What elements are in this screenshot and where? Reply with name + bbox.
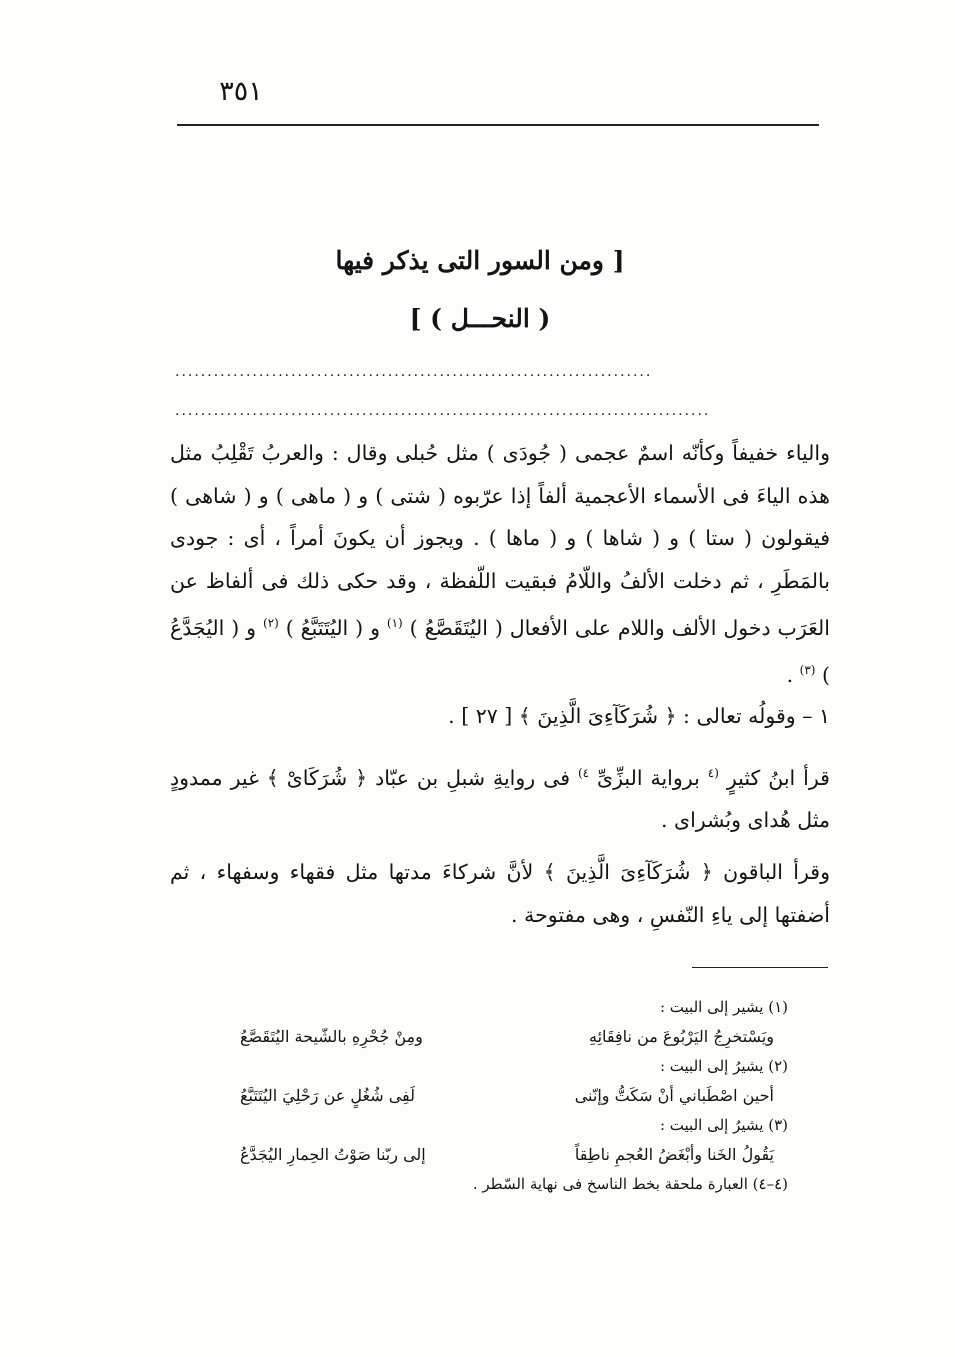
page-number: ٣٥١	[219, 76, 263, 107]
footnote-ref: (٢)	[263, 616, 279, 630]
paragraph-text: قرأ ابنُ كثيرٍ	[726, 765, 830, 790]
footnote-ref: ٤)	[577, 766, 590, 780]
verse-hemistich: يَقُولُ الخَنا وأبْغَضُ العُجمِ ناطِقاً	[574, 1145, 774, 1164]
footnote-ref: (٣)	[799, 663, 816, 678]
paragraph-text: .	[786, 663, 800, 688]
footnotes	[240, 994, 788, 1198]
verse-hemistich: لَفِى شُغُلٍ عن رَحْلِيَ اليُتَتَبَّعُ	[240, 1086, 416, 1105]
verse-hemistich: ومِنْ جُحْرِهِ بالشّيحة اليُتَقَصَّعُ	[240, 1027, 423, 1046]
verse-hemistich: إلى ربّنا صَوْتُ الحِمارِ اليُجَدَّعُ	[240, 1145, 426, 1164]
verse-hemistich: أحين اصْطَباني أنْ سَكَتُّ وإنّنى	[574, 1086, 774, 1105]
paragraph-text: فى روايةِ شبلِ بن عبّاد ﴿ شُرَكَاىْ ﴾ غير ممدودٍ مثل هُداى وبُشراى .	[170, 765, 830, 833]
paragraph-text: و ( اليُتَتَبَّعُ )	[285, 615, 387, 640]
footnote-verse	[240, 1139, 788, 1171]
paragraph-text: و ( اليُجَدَّعُ )	[170, 615, 830, 688]
omission-dots: ..........................................................................	[175, 364, 653, 380]
footnote-label: (١) يشير إلى البيت :	[659, 998, 788, 1016]
paragraph-text: والياء خفيفاً وكأنّه اسمٌ عجمى ( جُودَى ) مثل حُبلى وقال : والعربُ تَقْلِبُ مثل هذه الياءَ فى الأسماء الأعجمية ألفاً إذا عرّبوه ( شتى ) و ( ماهى ) و ( شاهى ) فيقولون ( ستا ) و ( شاها ) و ( ماها ) . ويجوز أن يكونَ أمراً ، أى : جودى بالمَطَرِ ، ثم دخلت الألفُ واللّامُ فبقيت اللّفظة ، وقد حكى ذلك فى ألفاظ عن العَرَب دخول الألف واللام على الأفعال ( اليُتَقَصَّعُ )	[170, 441, 830, 640]
footnote-rule	[692, 967, 828, 968]
section-heading: [ ومن السور التى يذكر فيها	[335, 246, 625, 275]
body-paragraph	[170, 432, 830, 697]
header-rule	[177, 124, 819, 126]
footnote-label: (٣) يشيرُ إلى البيت :	[659, 1116, 788, 1134]
footnote-ref: (٤	[707, 766, 719, 780]
body-paragraph	[170, 752, 830, 842]
section-subheading: ( النحـــل ) ]	[409, 304, 551, 333]
body-paragraph: وقرأ الباقون ﴿ شُرَكَآءِىَ الَّذِينَ ﴾ لأنَّ شركاءَ مدتها مثل فقهاء وسفهاء ، ثم أضفتها إلى ياءِ النّفسِ ، وهى مفتوحة .	[170, 860, 830, 927]
footnote-verse	[240, 1021, 788, 1053]
verse-citation: ١ – وقولُه تعالى : ﴿ شُرَكَآءِىَ الَّذِينَ ﴾ [ ٢٧ ] .	[448, 704, 830, 728]
paragraph-text: برواية البزِّىِّ	[597, 765, 708, 790]
footnote-ref: (١)	[386, 616, 403, 630]
omission-dots: ...................................................................................	[175, 403, 711, 419]
verse-hemistich: ويَسْتخرِجُ اليَرْبُوعَ من نافِقَائِهِ	[589, 1027, 774, 1046]
footnote-label: (٢) يشيرُ إلى البيت :	[659, 1057, 788, 1075]
footnote-label: (٤–٤) العبارة ملحقة بخط الناسخ فى نهاية السّطر .	[472, 1175, 788, 1193]
footnote-verse	[240, 1080, 788, 1112]
